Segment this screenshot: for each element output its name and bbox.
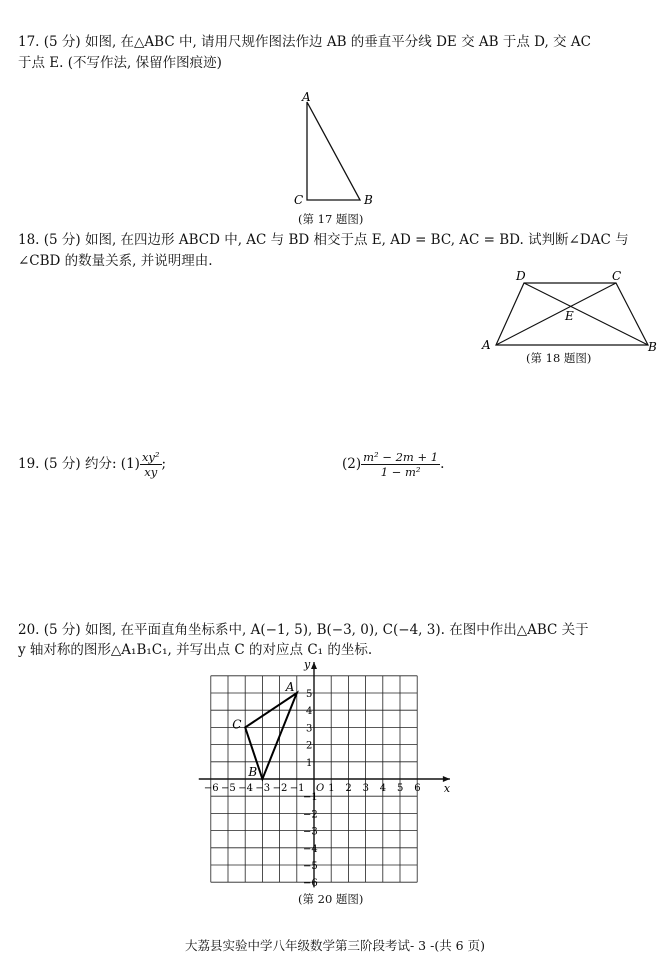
q19-fraction-2 — [361, 450, 440, 479]
q18-label-a: A — [482, 338, 491, 352]
q18-quadrilateral-figure — [476, 265, 660, 353]
x-tick-label: −2 — [272, 783, 288, 794]
y-tick-label: 5 — [306, 689, 313, 700]
q20-text-line2: y 轴对称的图形△A₁B₁C₁, 并写出点 C 的对应点 C₁ 的坐标. — [18, 642, 373, 658]
y-axis-label: y — [304, 658, 311, 672]
q19-frac1-numerator: xy² — [141, 449, 160, 464]
q17-label-c: C — [294, 193, 304, 207]
y-tick-label: −2 — [303, 809, 318, 821]
q19-end: . — [440, 456, 445, 472]
q18-caption: (第 18 题图) — [526, 351, 592, 365]
q18-label-e: E — [565, 309, 574, 323]
q17-triangle-figure — [280, 88, 390, 210]
point-a-label: A — [285, 680, 295, 694]
y-axis-arrow — [311, 662, 317, 669]
x-tick-label: 6 — [414, 783, 421, 794]
x-tick-label: 1 — [328, 783, 335, 794]
q19-frac1-denominator: xy — [144, 464, 158, 479]
q17-text-line2: 于点 E. (不写作法, 保留作图痕迹) — [18, 55, 222, 71]
diagonal-ac — [496, 283, 616, 345]
q19-prefix: 19. (5 分) 约分: (1) — [18, 456, 140, 472]
origin-label: O — [316, 783, 325, 794]
y-tick-label: 1 — [306, 757, 313, 769]
y-tick-label: −3 — [303, 826, 318, 838]
point-c-label: C — [232, 717, 242, 732]
q20-coordinate-grid-figure — [203, 655, 460, 890]
x-axis-label: x — [443, 782, 451, 795]
x-tick-label: −1 — [289, 783, 305, 794]
q18-label-d: D — [516, 269, 526, 283]
y-tick-label: −1 — [303, 792, 318, 804]
q17-caption: (第 17 题图) — [298, 212, 364, 226]
x-tick-label: 4 — [379, 783, 387, 794]
q17-label-b: B — [364, 193, 373, 207]
x-tick-label: −6 — [203, 783, 219, 794]
y-tick-label: 2 — [306, 740, 313, 752]
q20-caption: (第 20 题图) — [298, 892, 364, 906]
q19-part2 — [342, 448, 444, 480]
point-b-label: B — [248, 765, 258, 779]
x-tick-label: −3 — [255, 783, 271, 794]
x-tick-label: 3 — [362, 783, 369, 794]
q17-label-a: A — [302, 90, 311, 104]
q18-text-line2: ∠CBD 的数量关系, 并说明理由. — [18, 253, 213, 269]
q19-part1 — [18, 448, 166, 480]
y-tick-label: 3 — [306, 723, 313, 735]
triangle-abc — [307, 102, 360, 200]
q20-text-line1: 20. (5 分) 如图, 在平面直角坐标系中, A(−1, 5), B(−3, 0), C(−4, 3). 在图中作出△ABC 关于 — [18, 622, 589, 638]
q17-text-line1: 17. (5 分) 如图, 在△ABC 中, 请用尺规作图法作边 AB 的垂直平分线 DE 交 AB 于点 D, 交 AC — [18, 34, 591, 50]
q19-frac2-numerator: m² − 2m + 1 — [363, 449, 439, 464]
y-tick-label: 4 — [306, 706, 313, 718]
q19-separator: ; — [161, 456, 167, 472]
q18-label-c: C — [612, 269, 622, 283]
x-tick-label: 5 — [397, 783, 404, 794]
x-tick-label: −4 — [238, 783, 253, 794]
y-tick-label: −6 — [303, 878, 318, 890]
x-tick-label: −5 — [221, 783, 236, 794]
diagonal-bd — [524, 283, 648, 345]
q18-text-line1: 18. (5 分) 如图, 在四边形 ABCD 中, AC 与 BD 相交于点 E, AD = BC, AC = BD. 试判断∠DAC 与 — [18, 232, 629, 248]
q19-part2-label: (2) — [342, 456, 362, 472]
q19-fraction-1 — [140, 450, 162, 479]
x-tick-label: 2 — [345, 783, 352, 794]
y-tick-label: −4 — [303, 843, 318, 855]
q18-label-b: B — [648, 340, 657, 354]
q19-frac2-denominator: 1 − m² — [380, 464, 421, 479]
y-tick-label: −5 — [303, 861, 318, 872]
page-footer: 大荔县实验中学八年级数学第三阶段考试- 3 -(共 6 页) — [184, 938, 485, 953]
